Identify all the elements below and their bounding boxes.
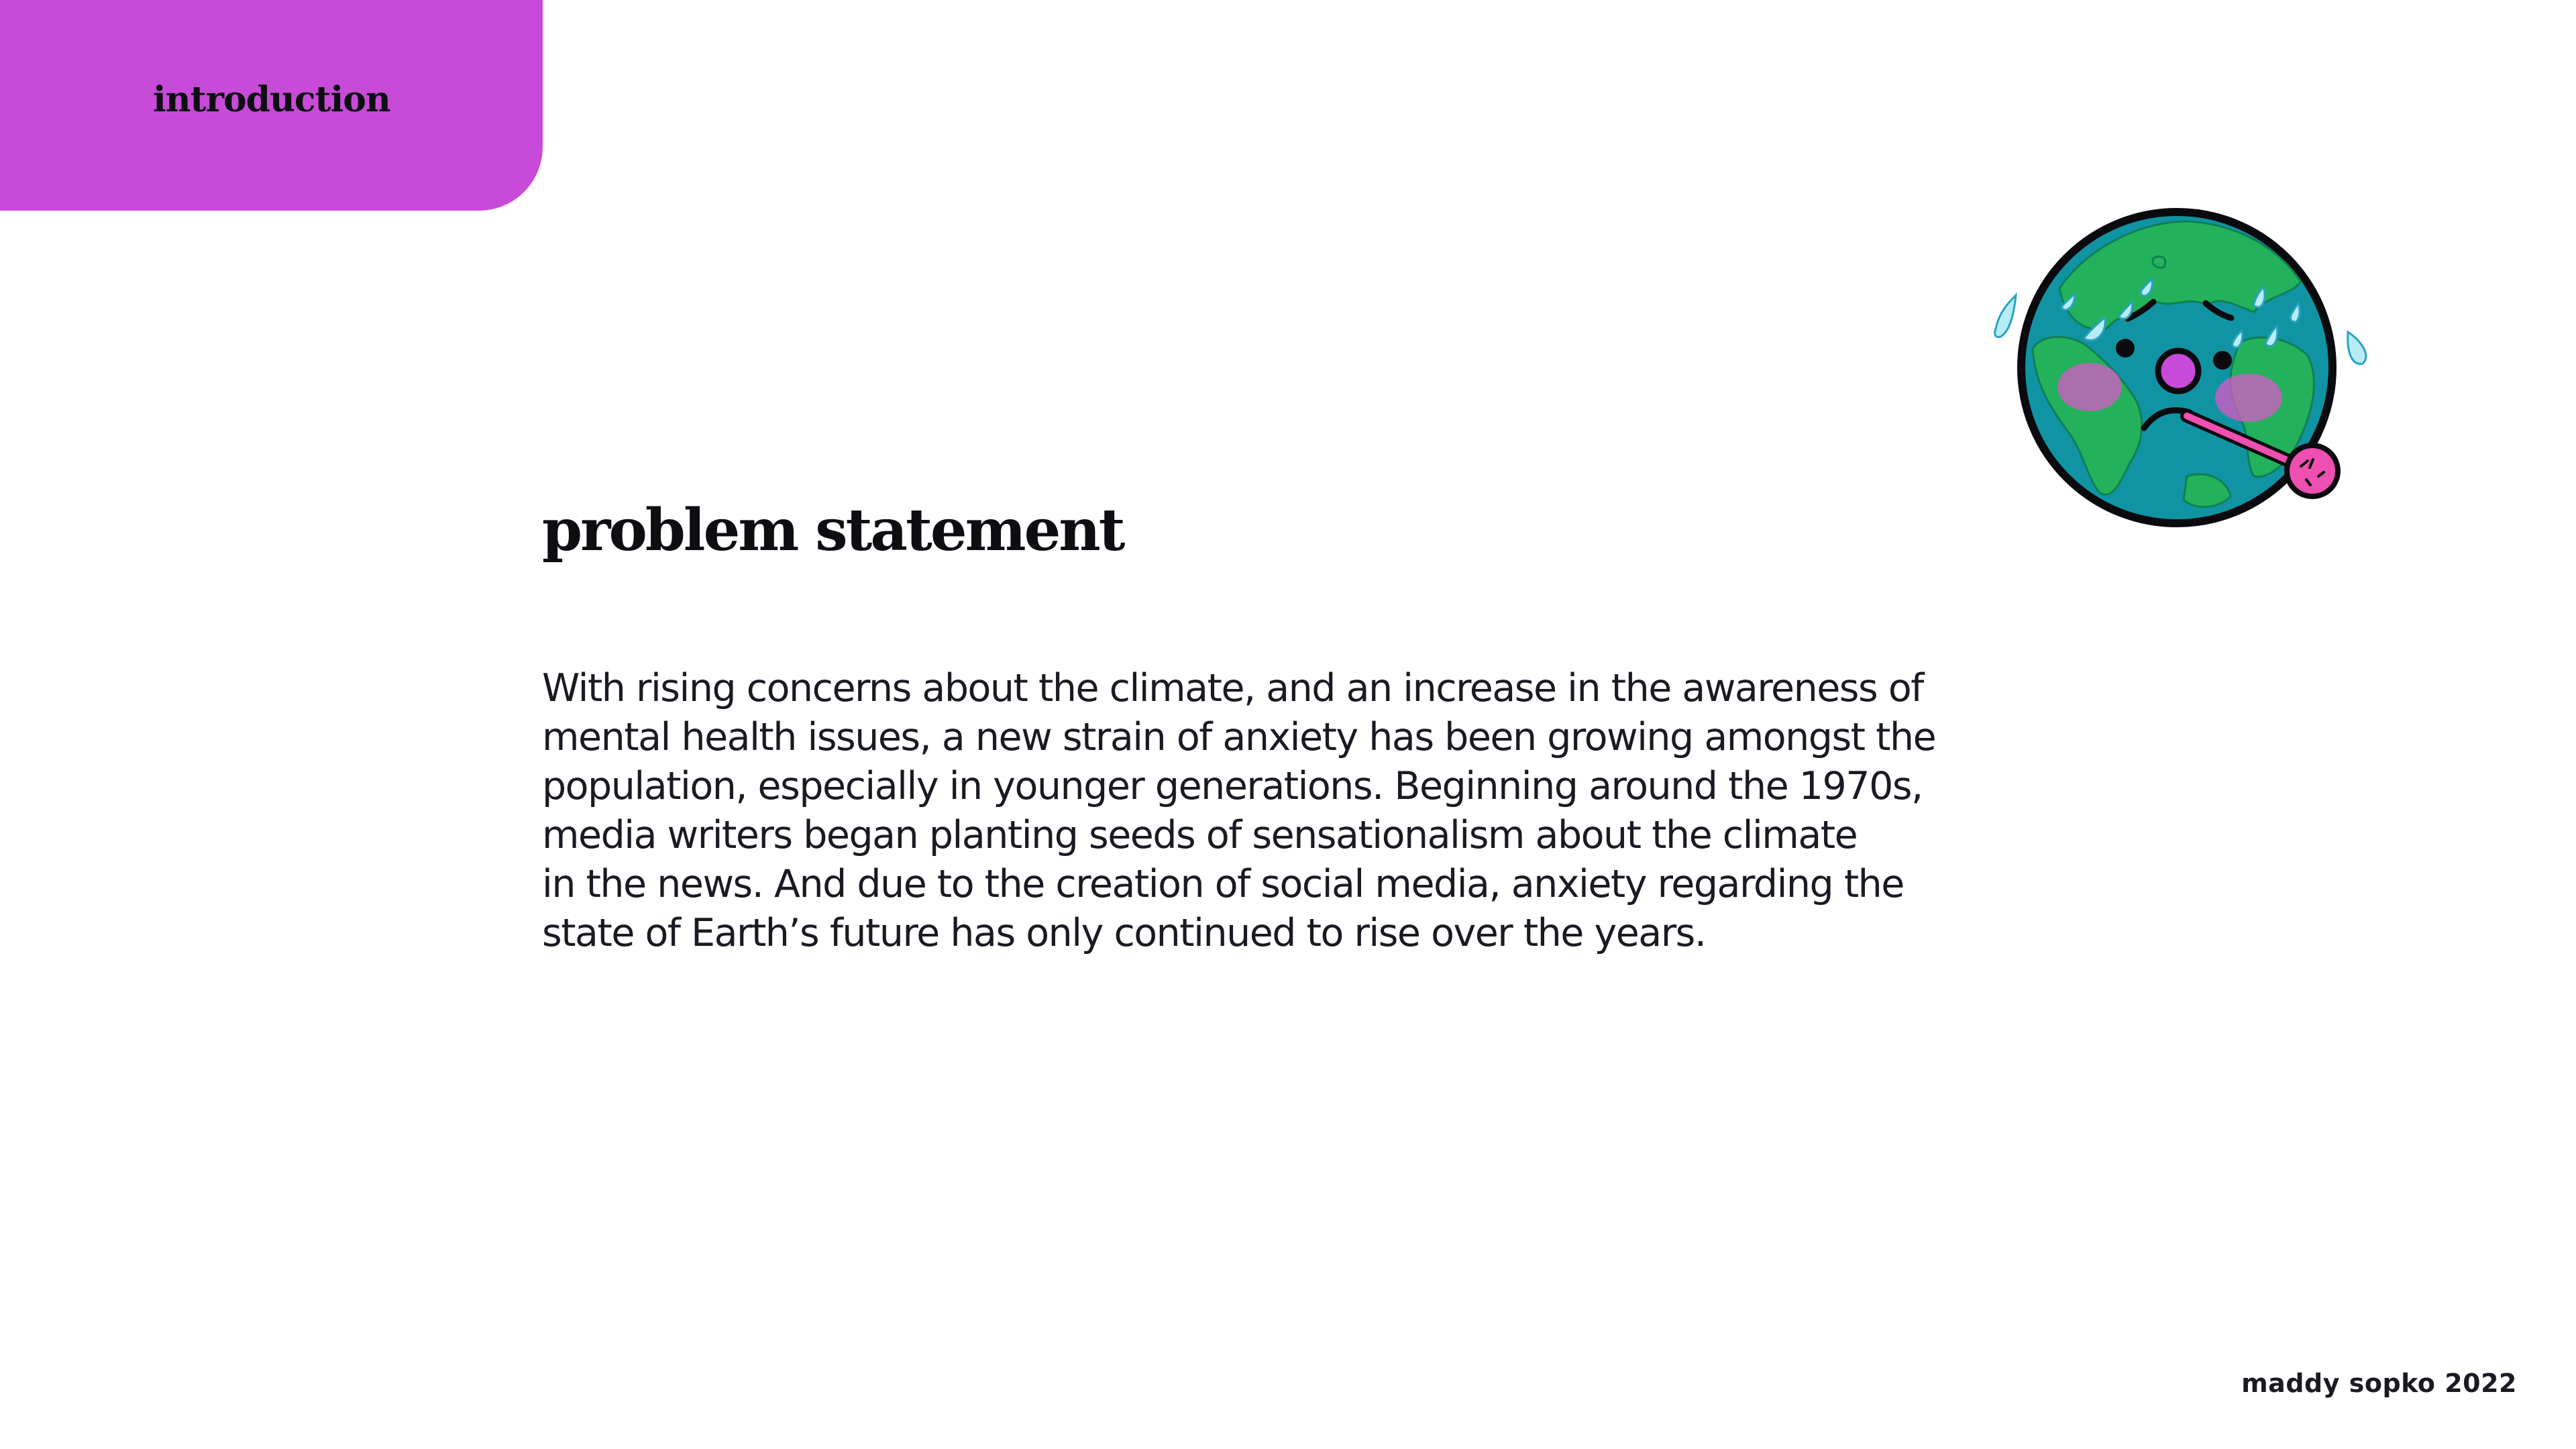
sick-earth-icon <box>1986 195 2388 543</box>
body-line: in the news. And due to the creation of social media, anxiety regarding the <box>542 862 1904 906</box>
earth-cheek <box>2057 363 2122 411</box>
problem-statement-heading: problem statement <box>542 496 1124 564</box>
body-line: media writers began planting seeds of sensationalism about the climate <box>542 813 1858 857</box>
earth-nose <box>2158 351 2198 391</box>
earth-eye <box>2116 339 2135 358</box>
footer-credit: maddy sopko 2022 <box>2241 1368 2517 1398</box>
body-line: state of Earth’s future has only continued to rise over the years. <box>542 911 1706 955</box>
section-tab-label: introduction <box>153 79 390 120</box>
problem-statement-body <box>542 664 2085 958</box>
earth-eye <box>2213 351 2232 370</box>
body-line: mental health issues, a new strain of anxiety has been growing amongst the <box>542 715 1936 759</box>
body-line: With rising concerns about the climate, and an increase in the awareness of <box>542 666 1923 710</box>
section-tab <box>0 0 543 211</box>
earth-cheek <box>2215 374 2282 422</box>
body-line: population, especially in younger generations. Beginning around the 1970s, <box>542 764 1923 808</box>
